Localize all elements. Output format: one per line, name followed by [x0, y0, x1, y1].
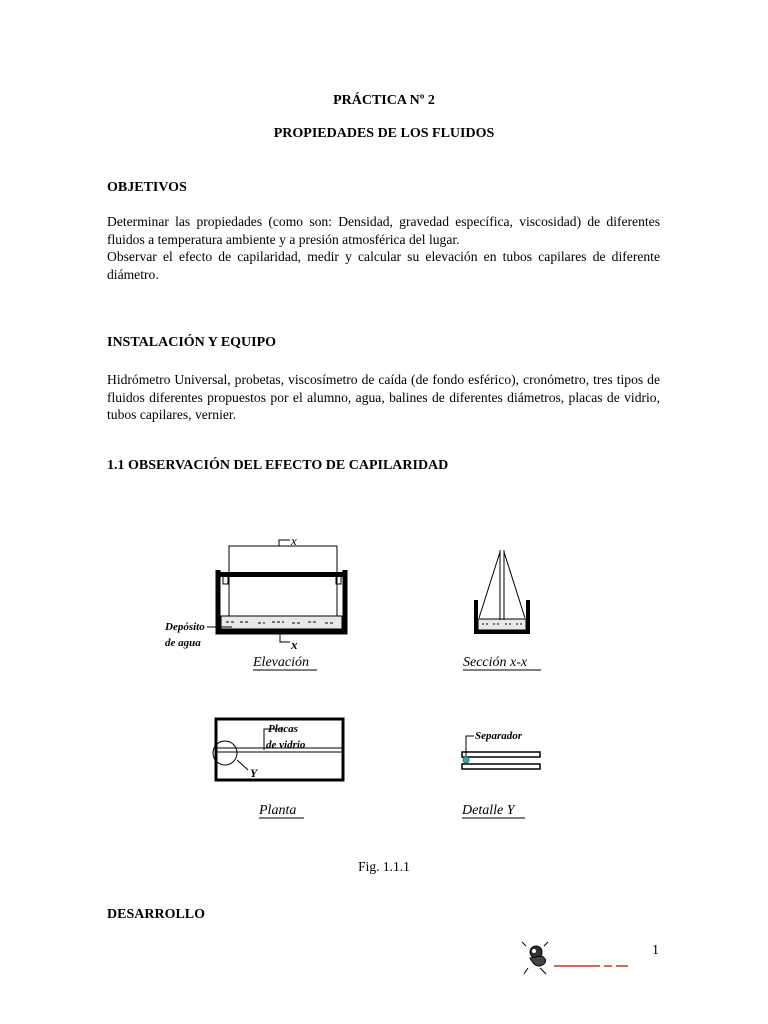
planta-y-leader: [237, 760, 248, 770]
elevacion-drawing: [218, 572, 345, 577]
planta-y-label: Y: [250, 766, 258, 780]
detalle-plate-top: [462, 752, 540, 757]
objetivos-paragraph-1: Determinar las propiedades (como son: Densidad, gravedad específica, viscosidad) de diferentes fluidos a temperatura ambiente y a presión atmosférica del lugar.: [107, 214, 660, 247]
instalacion-text: [107, 371, 660, 424]
heading-objetivos: OBJETIVOS: [107, 180, 187, 195]
seccion-brace-right: [504, 552, 525, 618]
glass-plate: [229, 546, 337, 616]
detalle-separator-dot: [463, 757, 469, 763]
objetivos-text: [107, 213, 660, 283]
seccion-water: [478, 619, 526, 630]
placas-label-2: de vidrio: [266, 739, 306, 751]
detalle-plate-bottom: [462, 764, 540, 769]
planta-title: Planta: [259, 803, 297, 818]
detalle-title: Detalle Y: [462, 803, 515, 818]
separador-label: Separador: [475, 730, 523, 742]
placas-label-1: Placas: [268, 723, 298, 735]
elevacion-left-wall: [218, 572, 345, 577]
seccion-brace-left: [479, 552, 500, 618]
water-body: [221, 616, 342, 629]
figure-capilaridad: [0, 520, 768, 840]
page-subtitle: PROPIEDADES DE LOS FLUIDOS: [273, 126, 495, 141]
mascot-icon: [522, 942, 548, 974]
objetivos-paragraph-2: Observar el efecto de capilaridad, medir y calcular su elevación en tubos capilares de diferente diámetro.: [107, 249, 660, 282]
heading-instalacion: INSTALACIÓN Y EQUIPO: [107, 335, 277, 350]
elevacion-x-top-label: x: [291, 533, 297, 548]
heading-desarrollo: DESARROLLO: [107, 907, 206, 922]
instalacion-paragraph: Hidrómetro Universal, probetas, viscosímetro de caída (de fondo esférico), cronómetro, tres tipos de fluidos diferentes propuestos por el alumno, agua, balines de diferentes diámetros, placas de vidrio, tubos capilares, vernier.: [107, 372, 660, 422]
elevacion-x-bottom-label: x: [291, 637, 298, 652]
deposito-label-1: Depósito: [165, 621, 205, 633]
section-mark-top: [279, 540, 290, 546]
seccion-title: Sección x-x: [463, 655, 528, 670]
seccion-drawing: [476, 550, 528, 632]
detalle-separador-leader: [466, 736, 474, 756]
footer-logo: [520, 940, 640, 980]
heading-observacion: 1.1 OBSERVACIÓN DEL EFECTO DE CAPILARIDAD: [107, 458, 449, 473]
page-number: 1: [652, 943, 659, 958]
figure-caption: Fig. 1.1.1: [358, 859, 410, 874]
elevacion-title: Elevación: [253, 655, 309, 670]
page-title: PRÁCTICA Nº 2: [333, 93, 435, 108]
elevacion-tank: [218, 540, 345, 642]
deposito-label-2: de agua: [165, 637, 201, 649]
